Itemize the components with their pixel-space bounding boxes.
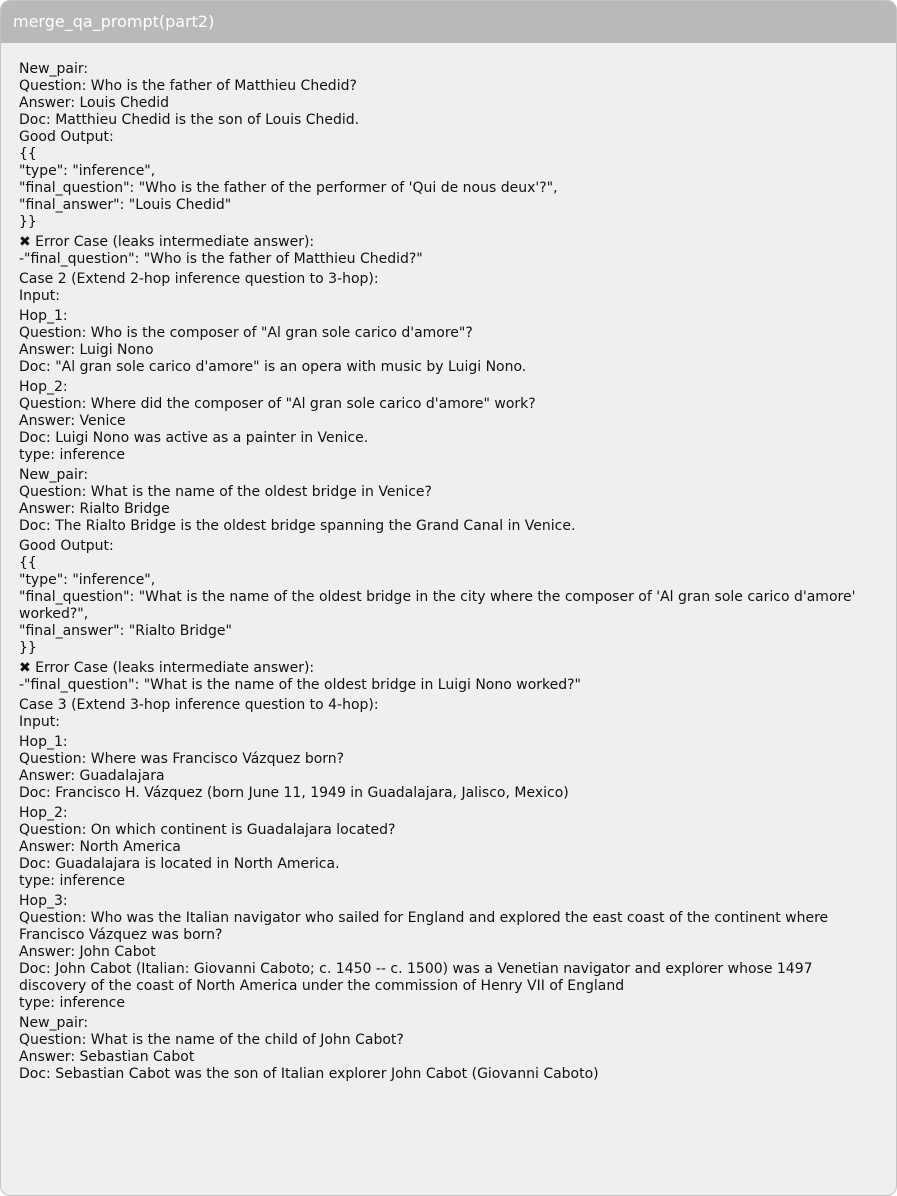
text-line: Case 3 (Extend 3-hop inference question to 4-hop): bbox=[19, 697, 379, 713]
text-line: Question: Where did the composer of "Al gran sole carico d'amore" work? bbox=[19, 396, 536, 412]
text-line: "type": "inference", bbox=[19, 163, 156, 179]
text-line: Question: Who is the father of Matthieu Chedid? bbox=[19, 78, 357, 94]
text-line: Doc: The Rialto Bridge is the oldest bridge spanning the Grand Canal in Venice. bbox=[19, 518, 576, 534]
card-title: merge_qa_prompt(part2) bbox=[1, 1, 896, 43]
text-line: Doc: Guadalajara is located in North America. bbox=[19, 856, 340, 872]
text-line: Case 2 (Extend 2-hop inference question to 3-hop): bbox=[19, 271, 379, 287]
text-line: Hop_1: bbox=[19, 308, 68, 324]
text-line: Doc: John Cabot (Italian: Giovanni Caboto; c. 1450 -- c. 1500) was a Venetian navigator and explorer whose 1497 discovery of the coast of North America under the commission of Henry VII of England bbox=[19, 961, 817, 994]
text-line: Doc: Sebastian Cabot was the son of Italian explorer John Cabot (Giovanni Caboto) bbox=[19, 1066, 599, 1082]
text-line: Question: What is the name of the oldest bridge in Venice? bbox=[19, 484, 432, 500]
text-line: Answer: Luigi Nono bbox=[19, 342, 154, 358]
text-line: "final_answer": "Rialto Bridge" bbox=[19, 623, 232, 639]
text-line: ✖ Error Case (leaks intermediate answer): bbox=[19, 660, 315, 676]
text-line: New_pair: bbox=[19, 61, 89, 77]
text-line: Question: Where was Francisco Vázquez born? bbox=[19, 751, 345, 767]
text-line: Hop_2: bbox=[19, 379, 68, 395]
text-line: Doc: "Al gran sole carico d'amore" is an opera with music by Luigi Nono. bbox=[19, 359, 527, 375]
text-line: -"final_question": "What is the name of the oldest bridge in Luigi Nono worked?" bbox=[19, 677, 581, 693]
text-line: Answer: Venice bbox=[19, 413, 126, 429]
text-line: type: inference bbox=[19, 995, 125, 1011]
text-line: "final_question": "Who is the father of the performer of 'Qui de nous deux'?", bbox=[19, 180, 558, 196]
text-line: Question: On which continent is Guadalajara located? bbox=[19, 822, 396, 838]
text-line: "final_answer": "Louis Chedid" bbox=[19, 197, 232, 213]
text-line: Hop_1: bbox=[19, 734, 68, 750]
text-line: Good Output: bbox=[19, 538, 114, 554]
text-line: Doc: Luigi Nono was active as a painter in Venice. bbox=[19, 430, 369, 446]
text-line: New_pair: bbox=[19, 467, 89, 483]
text-line: type: inference bbox=[19, 447, 125, 463]
text-line: New_pair: bbox=[19, 1015, 89, 1031]
text-line: -"final_question": "Who is the father of Matthieu Chedid?" bbox=[19, 251, 423, 267]
text-line: Answer: North America bbox=[19, 839, 181, 855]
text-line: Doc: Matthieu Chedid is the son of Louis Chedid. bbox=[19, 112, 360, 128]
text-line: Hop_3: bbox=[19, 893, 68, 909]
text-line: Question: Who was the Italian navigator who sailed for England and explored the east coast of the continent where Francisco Vázquez was born? bbox=[19, 910, 833, 943]
text-line: Question: What is the name of the child of John Cabot? bbox=[19, 1032, 404, 1048]
text-line: "final_question": "What is the name of the oldest bridge in the city where the composer of 'Al gran sole carico d'amore' worked?", bbox=[19, 589, 860, 622]
text-line: Answer: Guadalajara bbox=[19, 768, 165, 784]
text-line: "type": "inference", bbox=[19, 572, 156, 588]
text-line: ✖ Error Case (leaks intermediate answer): bbox=[19, 234, 315, 250]
text-line: Answer: Louis Chedid bbox=[19, 95, 170, 111]
text-line: Answer: Sebastian Cabot bbox=[19, 1049, 195, 1065]
text-line: Answer: John Cabot bbox=[19, 944, 156, 960]
text-line: {{ bbox=[19, 146, 37, 162]
text-line: Input: bbox=[19, 288, 60, 304]
text-line: type: inference bbox=[19, 873, 125, 889]
text-line: Doc: Francisco H. Vázquez (born June 11, 1949 in Guadalajara, Jalisco, Mexico) bbox=[19, 785, 569, 801]
prompt-body bbox=[1, 43, 896, 1083]
text-line: Question: Who is the composer of "Al gran sole carico d'amore"? bbox=[19, 325, 473, 341]
text-line: Answer: Rialto Bridge bbox=[19, 501, 170, 517]
text-line: }} bbox=[19, 214, 37, 230]
text-line: }} bbox=[19, 640, 37, 656]
text-line: Input: bbox=[19, 714, 60, 730]
text-line: Hop_2: bbox=[19, 805, 68, 821]
text-line: {{ bbox=[19, 555, 37, 571]
text-line: Good Output: bbox=[19, 129, 114, 145]
